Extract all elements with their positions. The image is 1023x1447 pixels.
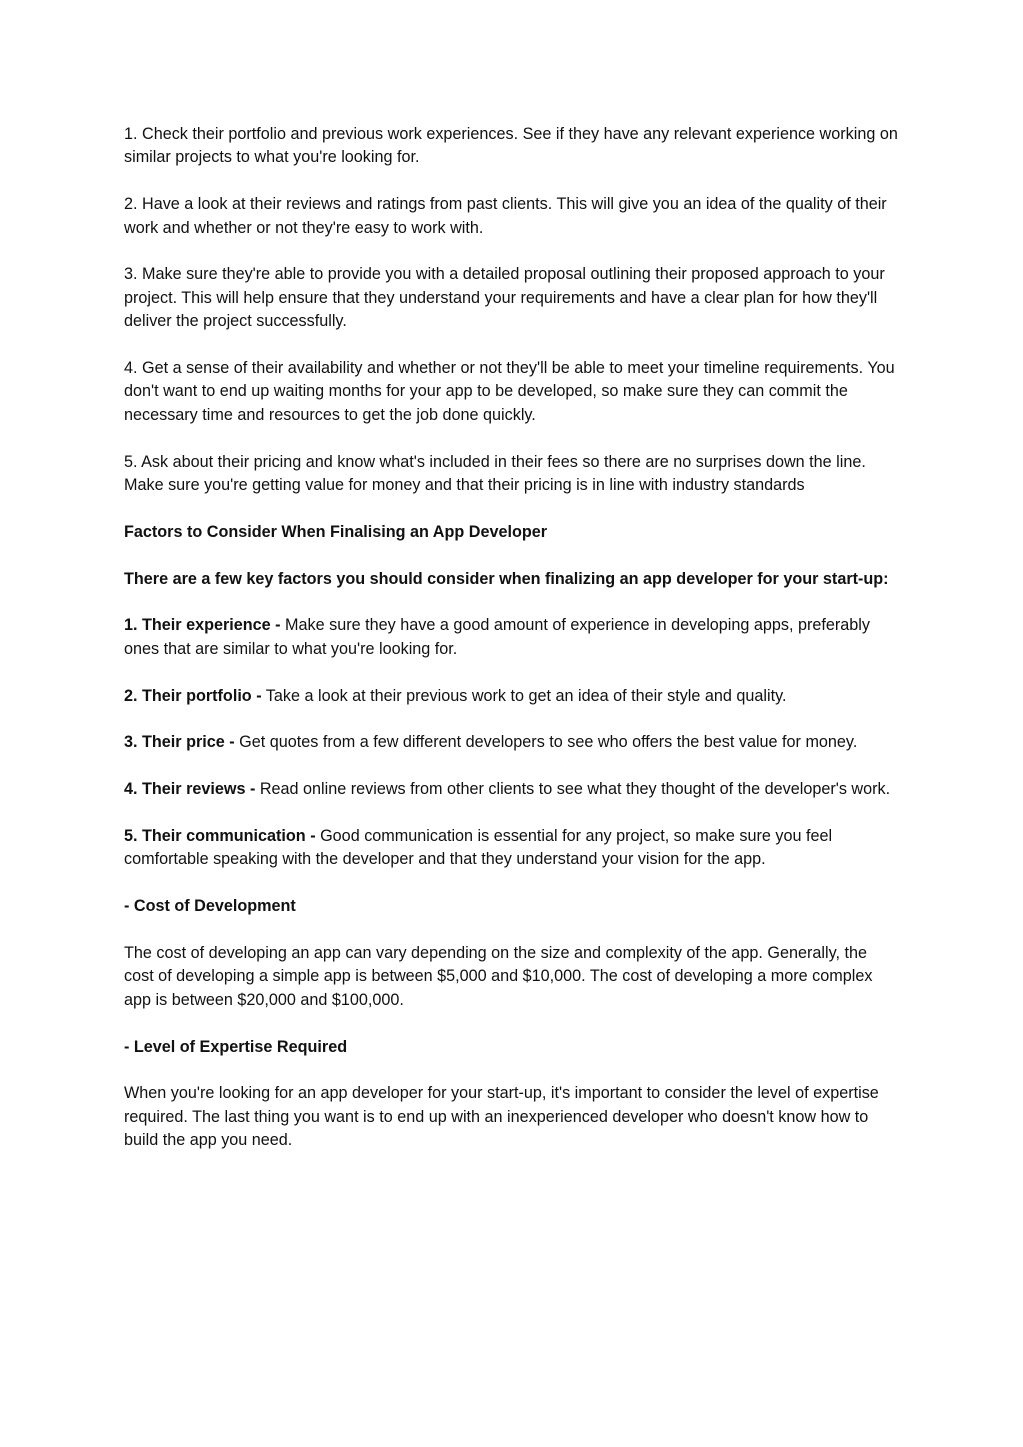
factors-intro: There are a few key factors you should consider when finalizing an app developer for your start-up: <box>124 569 889 588</box>
cost-text: The cost of developing an app can vary depending on the size and complexity of the app. Generally, the cost of developing a simple app is between $5,000 and $10,000. The cost of developing a more complex app is between $20,000 and $100,000. <box>124 944 873 1009</box>
factors-heading: Factors to Consider When Finalising an App Developer <box>124 522 548 541</box>
intro-list-item-2: 2. Have a look at their reviews and ratings from past clients. This will give you an idea of the quality of their work and whether or not they're easy to work with. <box>124 195 887 237</box>
factor-label: 2. Their portfolio - <box>124 686 262 705</box>
expertise-text: When you're looking for an app developer for your start-up, it's important to consider the level of expertise required. The last thing you want is to end up with an inexperienced developer who doesn't know how to build the app you need. <box>124 1084 879 1150</box>
factor-item-reviews <box>124 778 900 801</box>
factor-item-communication <box>124 825 900 872</box>
document-page <box>124 123 900 1176</box>
intro-list-item-4: 4. Get a sense of their availability and whether or not they'll be able to meet your timeline requirements. You don't want to end up waiting months for your app to be developed, so make sure they can commit the necessary time and resources to get the job done quickly. <box>124 359 895 424</box>
intro-list-item-1: 1. Check their portfolio and previous work experiences. See if they have any relevant experience working on similar projects to what you're looking for. <box>124 125 898 167</box>
factor-label: 5. Their communication - <box>124 827 316 846</box>
factor-text: Read online reviews from other clients to see what they thought of the developer's work. <box>255 780 891 799</box>
factor-text: Good communication is essential for any project, so make sure you feel comfortable speaking with the developer and that they understand your vision for the app. <box>124 827 833 869</box>
factor-label: 1. Their experience - <box>124 616 281 635</box>
intro-list-item-3: 3. Make sure they're able to provide you with a detailed proposal outlining their proposed approach to your project. This will help ensure that they understand your requirements and have a clear plan for how they'll deliver the project successfully. <box>124 265 885 331</box>
factor-text: Take a look at their previous work to get an idea of their style and quality. <box>261 686 787 705</box>
factor-label: 3. Their price - <box>124 733 235 752</box>
factor-item-experience <box>124 614 900 661</box>
intro-list-item-5: 5. Ask about their pricing and know what's included in their fees so there are no surprises down the line. Make sure you're getting value for money and that their pricing is in line with industry standards <box>124 452 866 495</box>
factor-text: Make sure they have a good amount of experience in developing apps, preferably ones that are similar to what you're looking for. <box>124 616 870 658</box>
cost-heading: - Cost of Development <box>124 897 296 916</box>
factor-item-portfolio <box>124 685 900 708</box>
factor-label: 4. Their reviews - <box>124 780 256 799</box>
factor-text: Get quotes from a few different developers to see who offers the best value for money. <box>234 733 858 752</box>
factor-item-price <box>124 731 900 754</box>
expertise-heading: - Level of Expertise Required <box>124 1037 348 1056</box>
